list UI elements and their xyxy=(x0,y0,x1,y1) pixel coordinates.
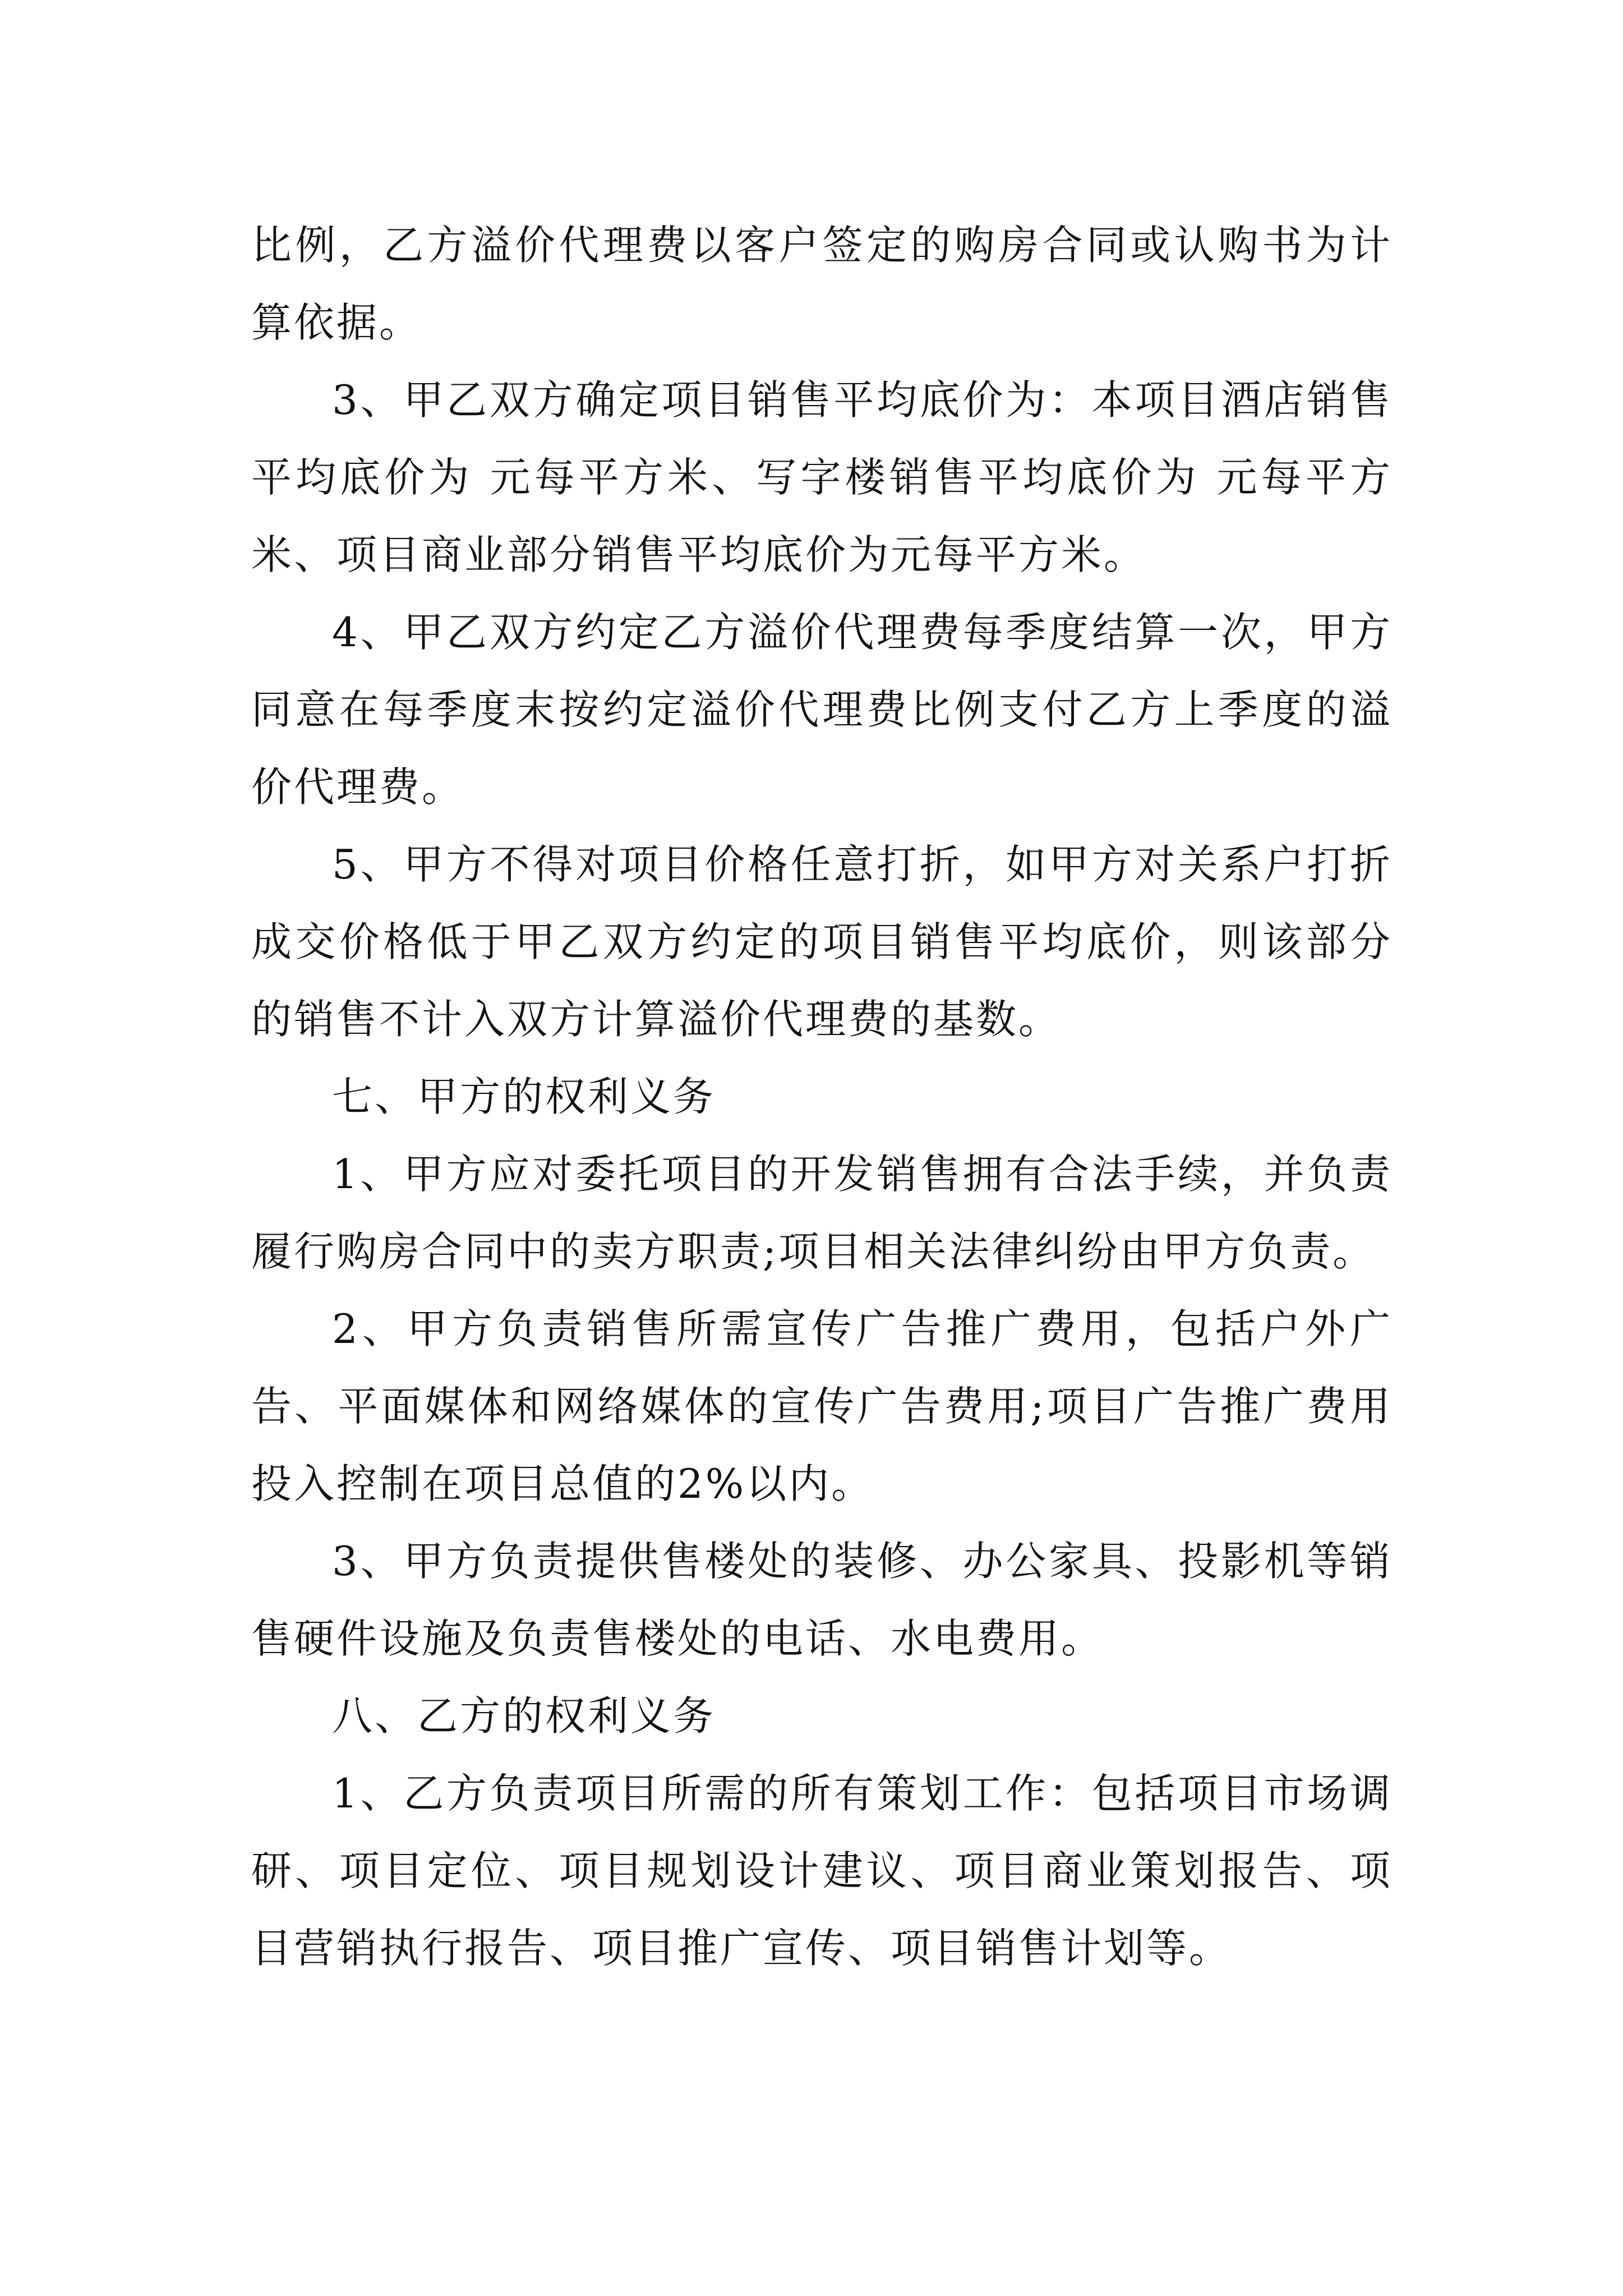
clause-7-2: 2、甲方负责销售所需宣传广告推广费用，包括户外广告、平面媒体和网络媒体的宣传广告费用;项目广告推广费用投入控制在项目总值的2%以内。 xyxy=(251,1305,1393,1507)
clause-6-5: 5、甲方不得对项目价格任意打折，如甲方对关系户打折成交价格低于甲乙双方约定的项目销售平均底价，则该部分的销售不计入双方计算溢价代理费的基数。 xyxy=(251,841,1393,1043)
clause-6-3: 3、甲乙双方确定项目销售平均底价为：本项目酒店销售平均底价为 元每平方米、写字楼销售平均底价为 元每平方米、项目商业部分销售平均底价为元每平方米。 xyxy=(251,376,1393,578)
document-body xyxy=(251,206,1393,1987)
clause-7-3: 3、甲方负责提供售楼处的装修、办公家具、投影机等销售硬件设施及负责售楼处的电话、水电费用。 xyxy=(251,1538,1393,1662)
section-heading-8: 八、乙方的权利义务 xyxy=(332,1692,716,1740)
clause-7-1: 1、甲方应对委托项目的开发销售拥有合法手续，并负责履行购房合同中的卖方职责;项目相关法律纠纷由甲方负责。 xyxy=(251,1151,1393,1275)
clause-8-1: 1、乙方负责项目所需的所有策划工作：包括项目市场调研、项目定位、项目规划设计建议、项目商业策划报告、项目营销执行报告、项目推广宣传、项目销售计划等。 xyxy=(251,1770,1393,1972)
clause-6-4: 4、甲乙双方约定乙方溢价代理费每季度结算一次，甲方同意在每季度末按约定溢价代理费比例支付乙方上季度的溢价代理费。 xyxy=(251,609,1393,811)
paragraph-continuation: 比例，乙方溢价代理费以客户签定的购房合同或认购书为计算依据。 xyxy=(251,222,1393,346)
section-heading-7: 七、甲方的权利义务 xyxy=(332,1073,716,1120)
